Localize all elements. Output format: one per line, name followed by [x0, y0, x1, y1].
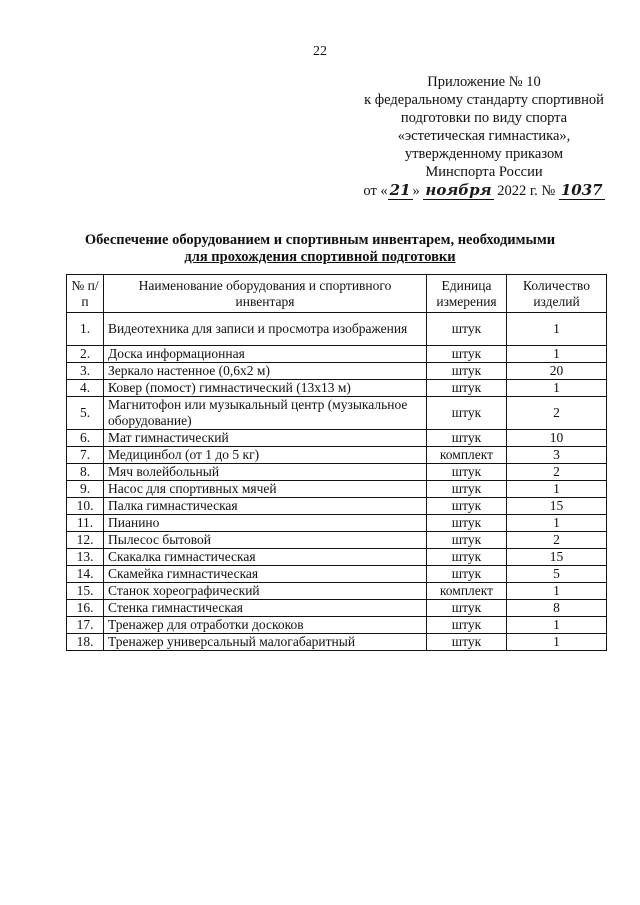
row-quantity: 20: [507, 363, 607, 380]
table-header-row: [67, 275, 607, 313]
row-name: Доска информационная: [104, 346, 427, 363]
row-name: Скакалка гимнастическая: [104, 549, 427, 566]
date-month-handwritten: ноября: [425, 181, 492, 199]
table-row: [67, 566, 607, 583]
table-row: [67, 380, 607, 397]
row-unit: штук: [427, 634, 507, 651]
row-number: 17.: [67, 617, 104, 634]
row-name: Мяч волейбольный: [104, 464, 427, 481]
row-quantity: 2: [507, 464, 607, 481]
row-name: Станок хореографический: [104, 583, 427, 600]
table-row: [67, 313, 607, 346]
row-number: 9.: [67, 481, 104, 498]
row-number: 8.: [67, 464, 104, 481]
row-quantity: 2: [507, 397, 607, 430]
table-row: [67, 634, 607, 651]
row-number: 10.: [67, 498, 104, 515]
row-quantity: 1: [507, 515, 607, 532]
row-unit: штук: [427, 617, 507, 634]
row-unit: штук: [427, 380, 507, 397]
annex-line: Приложение № 10: [427, 74, 541, 90]
row-quantity: 15: [507, 549, 607, 566]
table-row: [67, 346, 607, 363]
row-unit: штук: [427, 549, 507, 566]
row-quantity: 1: [507, 313, 607, 346]
row-number: 13.: [67, 549, 104, 566]
date-prefix: от «: [363, 183, 388, 199]
header-unit: Единица измерения: [427, 275, 507, 313]
table-row: [67, 515, 607, 532]
table-row: [67, 397, 607, 430]
table-row: [67, 363, 607, 380]
row-number: 1.: [67, 313, 104, 346]
row-name: Палка гимнастическая: [104, 498, 427, 515]
row-unit: штук: [427, 600, 507, 617]
row-unit: комплект: [427, 583, 507, 600]
row-number: 6.: [67, 430, 104, 447]
row-unit: штук: [427, 481, 507, 498]
row-quantity: 1: [507, 617, 607, 634]
date-sep: »: [412, 183, 420, 199]
date-year: 2022 г. №: [497, 183, 556, 199]
row-quantity: 1: [507, 380, 607, 397]
document-title: [0, 232, 640, 266]
table-row: [67, 498, 607, 515]
annex-line: утвержденному приказом: [404, 146, 564, 162]
row-unit: штук: [427, 346, 507, 363]
row-number: 4.: [67, 380, 104, 397]
row-unit: штук: [427, 515, 507, 532]
row-name: Ковер (помост) гимнастический (13х13 м): [104, 380, 427, 397]
title-line-2: для прохождения спортивной подготовки: [184, 249, 456, 265]
annex-line: подготовки по виду спорта: [400, 110, 568, 126]
row-quantity: 10: [507, 430, 607, 447]
row-number: 5.: [67, 397, 104, 430]
table-row: [67, 447, 607, 464]
table-row: [67, 464, 607, 481]
page-number: 22: [313, 44, 327, 59]
row-unit: штук: [427, 313, 507, 346]
row-quantity: 1: [507, 583, 607, 600]
row-quantity: 1: [507, 481, 607, 498]
row-unit: штук: [427, 532, 507, 549]
table-row: [67, 532, 607, 549]
row-unit: штук: [427, 363, 507, 380]
row-number: 12.: [67, 532, 104, 549]
row-number: 16.: [67, 600, 104, 617]
row-name: Магнитофон или музыкальный центр (музыкальное оборудование): [104, 397, 427, 430]
row-number: 11.: [67, 515, 104, 532]
title-line-1: Обеспечение оборудованием и спортивным инвентарем, необходимыми: [84, 232, 556, 248]
row-name: Скамейка гимнастическая: [104, 566, 427, 583]
annex-line: Минспорта России: [425, 164, 543, 180]
row-number: 2.: [67, 346, 104, 363]
row-name: Медицинбол (от 1 до 5 кг): [104, 447, 427, 464]
annex-line: к федеральному стандарту спортивной: [364, 92, 604, 108]
row-name: Тренажер для отработки доскоков: [104, 617, 427, 634]
row-name: Тренажер универсальный малогабаритный: [104, 634, 427, 651]
row-name: Насос для спортивных мячей: [104, 481, 427, 498]
table-row: [67, 481, 607, 498]
row-quantity: 5: [507, 566, 607, 583]
row-unit: штук: [427, 498, 507, 515]
row-name: Мат гимнастический: [104, 430, 427, 447]
annex-header: [330, 73, 638, 200]
table-row: [67, 430, 607, 447]
row-name: Стенка гимнастическая: [104, 600, 427, 617]
row-number: 18.: [67, 634, 104, 651]
table-row: [67, 549, 607, 566]
row-name: Видеотехника для записи и просмотра изображения: [104, 313, 427, 346]
row-unit: комплект: [427, 447, 507, 464]
row-unit: штук: [427, 430, 507, 447]
row-quantity: 15: [507, 498, 607, 515]
row-name: Зеркало настенное (0,6х2 м): [104, 363, 427, 380]
table-row: [67, 583, 607, 600]
table-row: [67, 617, 607, 634]
row-number: 15.: [67, 583, 104, 600]
order-number-handwritten: 1037: [560, 181, 603, 199]
row-number: 7.: [67, 447, 104, 464]
header-qty: Количество изделий: [507, 275, 607, 313]
row-name: Пылесос бытовой: [104, 532, 427, 549]
row-quantity: 1: [507, 634, 607, 651]
header-num: № п/п: [67, 275, 104, 313]
inventory-table: [66, 274, 607, 651]
row-unit: штук: [427, 464, 507, 481]
annex-line: «эстетическая гимнастика»,: [397, 128, 571, 144]
row-number: 3.: [67, 363, 104, 380]
row-quantity: 1: [507, 346, 607, 363]
table-row: [67, 600, 607, 617]
row-unit: штук: [427, 566, 507, 583]
order-date-line: [330, 181, 638, 200]
row-name: Пианино: [104, 515, 427, 532]
date-day-handwritten: 21: [389, 181, 411, 199]
row-number: 14.: [67, 566, 104, 583]
header-name: Наименование оборудования и спортивного инвентаря: [104, 275, 427, 313]
row-unit: штук: [427, 397, 507, 430]
row-quantity: 2: [507, 532, 607, 549]
row-quantity: 3: [507, 447, 607, 464]
inventory-body: [67, 313, 607, 651]
row-quantity: 8: [507, 600, 607, 617]
